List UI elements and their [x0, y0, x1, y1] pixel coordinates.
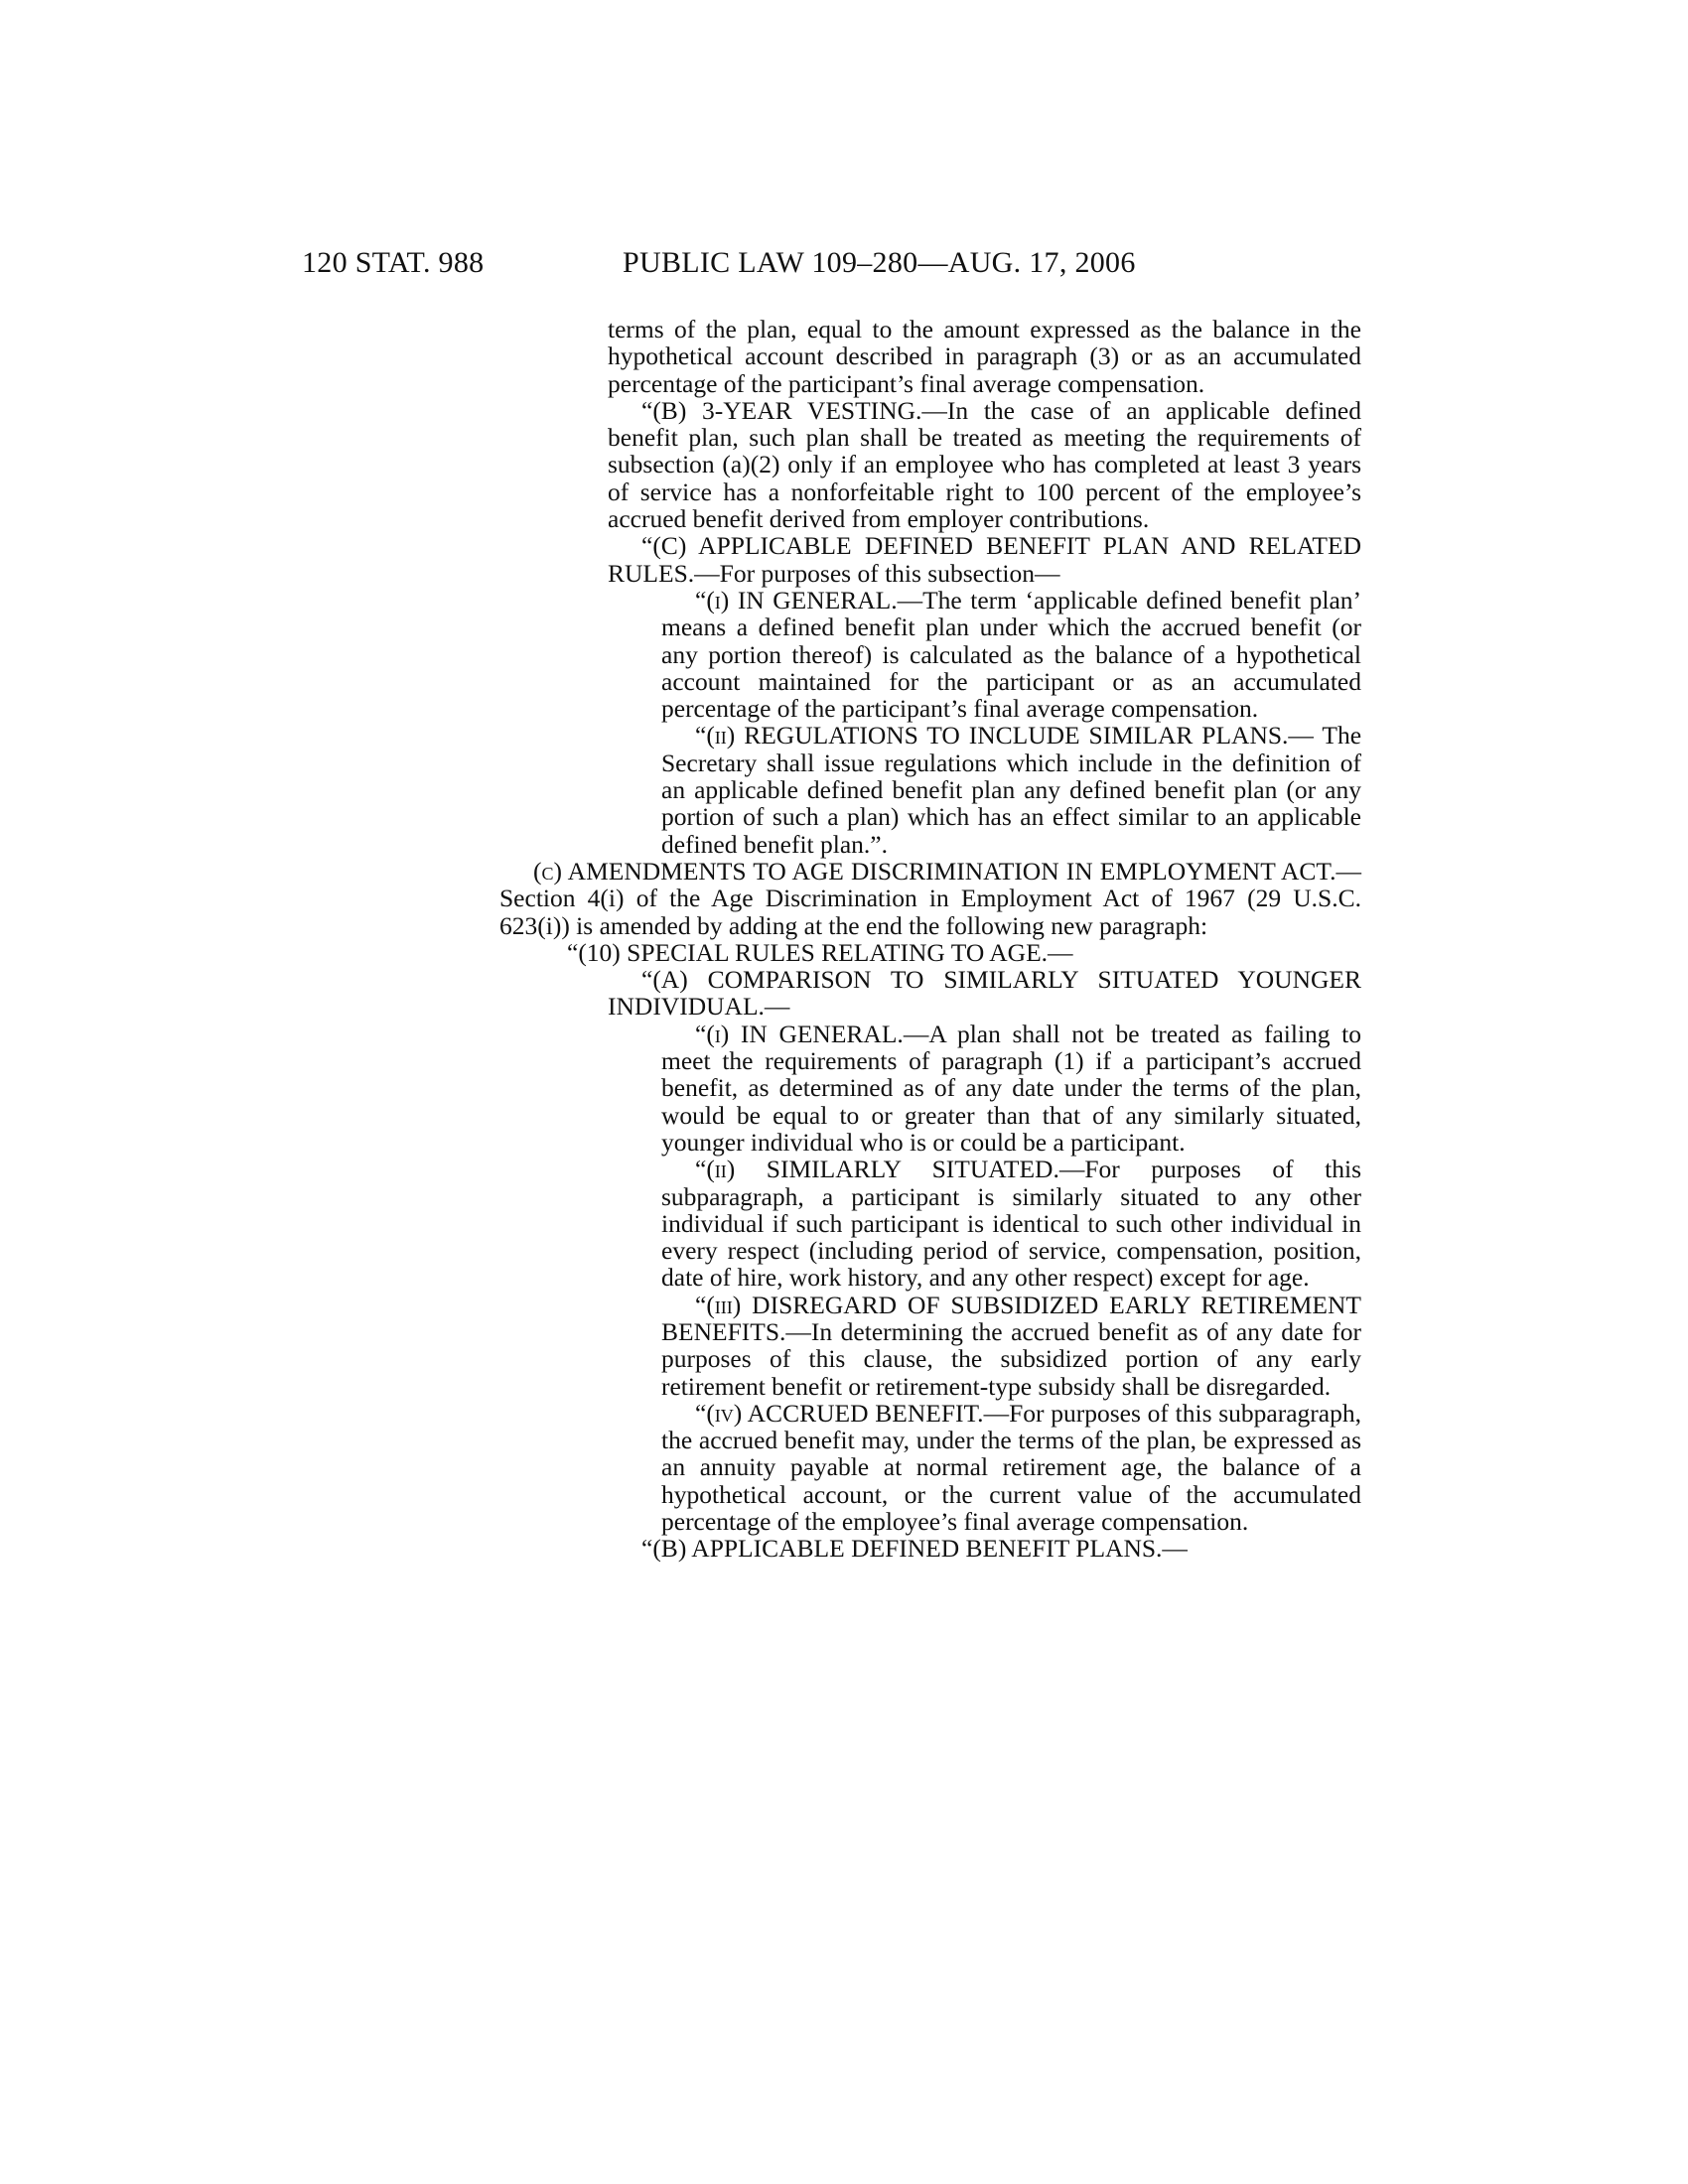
- clause-a-iii: [661, 1292, 1361, 1400]
- heading: “(B) APPLICABLE DEFINED BENEFIT PLANS.—: [641, 1534, 1188, 1564]
- heading: “(iii) DISREGARD OF SUBSIDIZED EARLY RETIREMENT BENEFITS.: [661, 1290, 1361, 1346]
- heading: (c) AMENDMENTS TO AGE DISCRIMINATION IN EMPLOYMENT ACT.: [533, 856, 1336, 886]
- paragraph-text: —A plan shall not be treated as failing to meet the requirements of paragraph (1) if a participant’s accrued benefit, as determined as of any date under the terms of the plan, would be equal to or greater than that of any similarly situated, younger individual who is or could be a participant.: [661, 1019, 1362, 1157]
- clause-c-i: [661, 587, 1361, 722]
- heading: “(ii) SIMILARLY SITUATED.: [695, 1155, 1059, 1184]
- subparagraph-b-vesting: [608, 397, 1361, 532]
- heading: “(B) 3-YEAR VESTING.: [641, 395, 922, 425]
- clause-a-iv: [661, 1400, 1361, 1535]
- paragraph-text: —Section 4(i) of the Age Discrimination in Employment Act of 1967 (29 U.S.C. 623(i)) is amended by adding at the end the following new paragraph:: [499, 856, 1361, 940]
- heading: “(i) IN GENERAL.: [695, 1019, 904, 1048]
- paragraph-10-heading: [533, 939, 1361, 966]
- paragraph-text: —The term ‘applicable defined benefit plan’ means a defined benefit plan under which the accrued benefit (or any portion thereof) is calculated as the balance of a hypothetical account maintained for the participant or as an accumulated percentage of the participant’s final average compensation.: [661, 585, 1362, 724]
- paragraph-text: terms of the plan, equal to the amount expressed as the balance in the hypothetical account described in paragraph (3) or as an accumulated percentage of the participant’s final average compensation.: [608, 315, 1361, 398]
- page-header: [0, 246, 1688, 286]
- subparagraph-b-heading: [608, 1535, 1361, 1562]
- clause-a-ii: [661, 1156, 1361, 1291]
- subparagraph-a-heading: [608, 966, 1361, 1021]
- paragraph-continuation: [608, 316, 1361, 397]
- paragraph-text: — The Secretary shall issue regulations which include in the definition of an applicable defined benefit plan any defined benefit plan (or any portion of such a plan) which has an effect similar to an applicable defined benefit plan.”.: [661, 721, 1362, 859]
- paragraph-text: —For purposes of this subparagraph, the accrued benefit may, under the terms of the plan, be expressed as an annuity payable at normal retirement age, the balance of a hypothetical account, or the current value of the accumulated percentage of the employee’s final average compensation.: [661, 1398, 1361, 1537]
- paragraph-text: —For purposes of this subparagraph, a participant is similarly situated to any other individual if such participant is identical to such other individual in every respect (including period of service, compensation, position, date of hire, work history, and any other respect) except for age.: [661, 1155, 1361, 1293]
- running-title: PUBLIC LAW 109–280—AUG. 17, 2006: [623, 246, 1136, 279]
- heading: “(A) COMPARISON TO SIMILARLY SITUATED YOUNGER INDIVIDUAL.—: [608, 965, 1361, 1022]
- heading: “(iv) ACCRUED BENEFIT.: [695, 1398, 984, 1428]
- heading: “(ii) REGULATIONS TO INCLUDE SIMILAR PLANS.: [695, 721, 1289, 751]
- paragraph-text: —In determining the accrued benefit as of any date for purposes of this clause, the subsidized portion of any early retirement benefit or retirement-type subsidy shall be disregarded.: [661, 1316, 1361, 1401]
- heading: “(10) SPECIAL RULES RELATING TO AGE.—: [567, 937, 1073, 967]
- heading: “(C) APPLICABLE DEFINED BENEFIT PLAN AND RELATED RULES.: [608, 531, 1361, 588]
- document-body: [0, 316, 1688, 1563]
- paragraph-text: —For purposes of this subsection—: [694, 558, 1060, 588]
- section-c-amendments: [499, 858, 1361, 939]
- subparagraph-c: [608, 532, 1361, 587]
- clause-a-i: [661, 1021, 1361, 1156]
- stat-reference: 120 STAT. 988: [302, 246, 485, 279]
- clause-c-ii: [661, 722, 1361, 857]
- paragraph-text: —In the case of an applicable defined benefit plan, such plan shall be treated as meeting the requirements of subsection (a)(2) only if an employee who has completed at least 3 years of service has a nonforfeitable right to 100 percent of the employee’s accrued benefit derived from employer contributions.: [608, 395, 1361, 534]
- heading: “(i) IN GENERAL.: [695, 585, 898, 614]
